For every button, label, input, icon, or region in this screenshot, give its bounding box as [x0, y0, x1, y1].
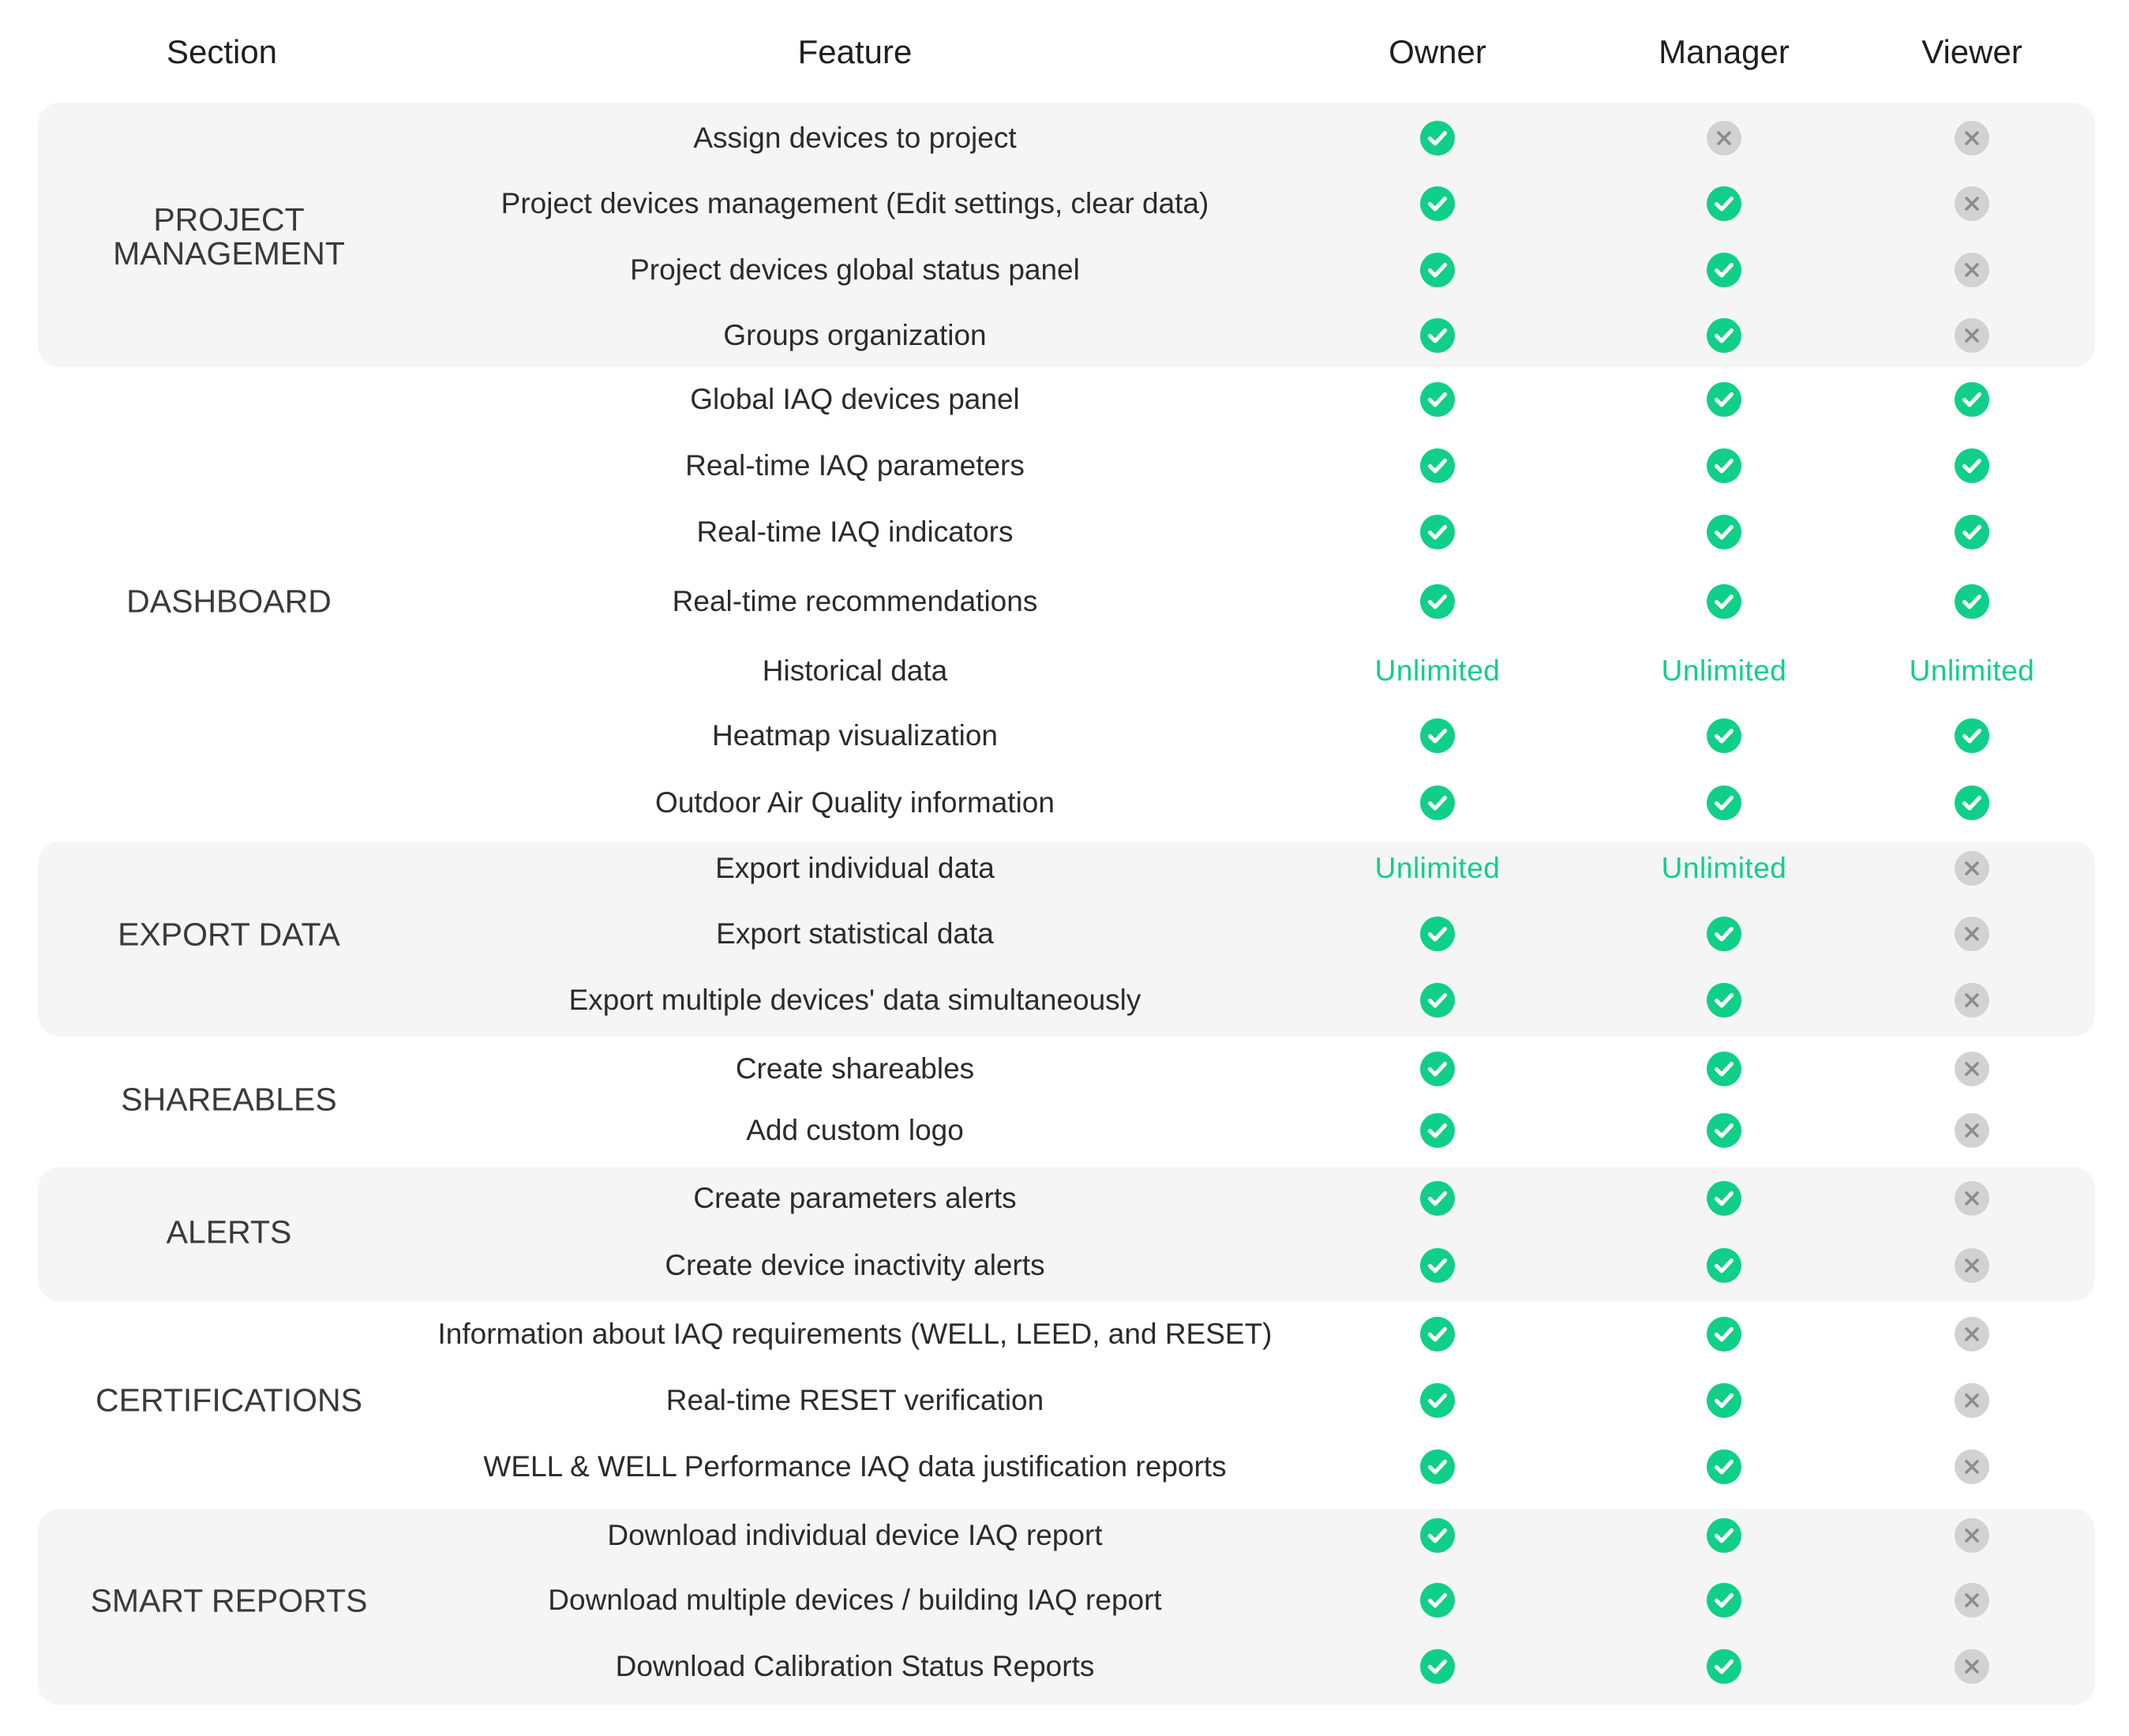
x-circle-icon — [1955, 1449, 1989, 1484]
check-circle-icon — [1707, 917, 1741, 951]
check-circle-icon — [1955, 515, 1989, 549]
unlimited-label: Unlimited — [1374, 852, 1501, 884]
check-circle-icon — [1707, 1052, 1741, 1086]
feature-label: Download individual device IAQ report — [607, 1519, 1103, 1551]
header-viewer: Viewer — [1921, 33, 2022, 70]
check-circle-icon — [1420, 448, 1455, 483]
check-circle-icon — [1707, 382, 1741, 417]
feature-label: Real-time recommendations — [672, 585, 1038, 617]
check-circle-icon — [1707, 584, 1741, 619]
check-circle-icon — [1420, 1649, 1455, 1684]
viewer-permission — [1955, 584, 1989, 619]
check-circle-icon — [1420, 515, 1455, 549]
section-label: SHAREABLES — [121, 1081, 337, 1118]
viewer-permission — [1955, 382, 1989, 417]
manager-permission — [1707, 1317, 1741, 1352]
viewer-permission — [1955, 318, 1989, 353]
manager-permission — [1707, 1113, 1741, 1148]
owner-permission — [1420, 1181, 1455, 1216]
check-circle-icon — [1420, 382, 1455, 417]
viewer-permission — [1955, 253, 1989, 287]
owner-permission-text — [1375, 654, 1501, 688]
x-circle-icon — [1955, 1383, 1989, 1418]
check-circle-icon — [1707, 786, 1741, 820]
check-circle-icon — [1707, 983, 1741, 1018]
manager-permission — [1707, 718, 1741, 753]
viewer-permission — [1955, 1383, 1989, 1418]
viewer-permission — [1955, 851, 1989, 886]
viewer-permission — [1955, 917, 1989, 951]
owner-permission — [1420, 253, 1455, 287]
manager-permission — [1707, 253, 1741, 287]
check-circle-icon — [1420, 1113, 1455, 1148]
manager-permission — [1707, 515, 1741, 549]
viewer-permission — [1955, 515, 1989, 549]
viewer-permission — [1955, 786, 1989, 820]
check-circle-icon — [1420, 786, 1455, 820]
owner-permission — [1420, 1583, 1455, 1618]
feature-label: Outdoor Air Quality information — [655, 786, 1055, 819]
owner-permission — [1420, 1052, 1455, 1086]
feature-label: Historical data — [762, 654, 948, 687]
x-circle-icon — [1955, 186, 1989, 221]
check-circle-icon — [1707, 1248, 1741, 1283]
owner-permission — [1420, 121, 1455, 156]
feature-label: Heatmap visualization — [712, 719, 998, 752]
viewer-permission — [1955, 448, 1989, 483]
owner-permission — [1420, 1113, 1455, 1148]
owner-permission — [1420, 1449, 1455, 1484]
owner-permission — [1420, 1649, 1455, 1684]
feature-label: Real-time RESET verification — [665, 1384, 1044, 1416]
feature-label: Project devices global status panel — [630, 253, 1080, 286]
check-circle-icon — [1420, 121, 1455, 156]
header-feature: Feature — [797, 33, 913, 70]
feature-label: Export multiple devices' data simultaneously — [568, 984, 1141, 1016]
x-circle-icon — [1955, 1052, 1989, 1086]
check-circle-icon — [1420, 718, 1455, 753]
owner-permission — [1420, 786, 1455, 820]
check-circle-icon — [1420, 1181, 1455, 1216]
x-circle-icon — [1955, 1649, 1989, 1684]
owner-permission — [1420, 318, 1455, 353]
manager-permission — [1707, 983, 1741, 1018]
x-circle-icon — [1955, 1113, 1989, 1148]
manager-permission — [1707, 1052, 1741, 1086]
check-circle-icon — [1420, 1317, 1455, 1352]
viewer-permission — [1955, 1649, 1989, 1684]
feature-label: WELL & WELL Performance IAQ data justification reports — [483, 1450, 1227, 1483]
header-manager: Manager — [1659, 33, 1790, 70]
check-circle-icon — [1420, 318, 1455, 353]
owner-permission — [1420, 584, 1455, 619]
feature-label: Download multiple devices / building IAQ report — [548, 1584, 1162, 1616]
manager-permission — [1707, 448, 1741, 483]
owner-permission — [1420, 1248, 1455, 1283]
manager-permission — [1707, 917, 1741, 951]
viewer-permission — [1955, 1181, 1989, 1216]
check-circle-icon — [1420, 1449, 1455, 1484]
x-circle-icon — [1955, 253, 1989, 287]
owner-permission — [1420, 983, 1455, 1018]
manager-permission — [1707, 121, 1741, 156]
check-circle-icon — [1707, 1518, 1741, 1553]
feature-label: Project devices management (Edit settings, clear data) — [500, 187, 1209, 219]
manager-permission — [1707, 1449, 1741, 1484]
check-circle-icon — [1420, 1518, 1455, 1553]
check-circle-icon — [1955, 584, 1989, 619]
feature-label: Create parameters alerts — [693, 1182, 1017, 1214]
owner-permission — [1420, 382, 1455, 417]
x-circle-icon — [1955, 1248, 1989, 1283]
feature-label: Export statistical data — [716, 917, 994, 950]
check-circle-icon — [1707, 318, 1741, 353]
viewer-permission — [1955, 1113, 1989, 1148]
manager-permission — [1707, 786, 1741, 820]
header-section: Section — [166, 33, 278, 70]
check-circle-icon — [1420, 186, 1455, 221]
feature-label: Add custom logo — [746, 1114, 964, 1146]
check-circle-icon — [1707, 1113, 1741, 1148]
feature-label: Assign devices to project — [693, 122, 1017, 154]
check-circle-icon — [1707, 1649, 1741, 1684]
check-circle-icon — [1420, 1383, 1455, 1418]
check-circle-icon — [1707, 1383, 1741, 1418]
section-label: SMART REPORTS — [90, 1582, 368, 1619]
viewer-permission — [1955, 1052, 1989, 1086]
check-circle-icon — [1955, 718, 1989, 753]
check-circle-icon — [1707, 186, 1741, 221]
section-label: CERTIFICATIONS — [96, 1382, 362, 1419]
feature-label: Export individual data — [715, 852, 995, 884]
manager-permission — [1707, 318, 1741, 353]
viewer-permission — [1955, 1449, 1989, 1484]
section-label: DASHBOARD — [126, 583, 332, 619]
x-circle-icon — [1955, 917, 1989, 951]
check-circle-icon — [1420, 917, 1455, 951]
manager-permission — [1707, 1583, 1741, 1618]
check-circle-icon — [1420, 1583, 1455, 1618]
manager-permission — [1707, 1248, 1741, 1283]
unlimited-label: Unlimited — [1374, 654, 1501, 687]
viewer-permission — [1955, 1518, 1989, 1553]
check-circle-icon — [1707, 1583, 1741, 1618]
feature-label: Create shareables — [735, 1052, 975, 1085]
check-circle-icon — [1707, 718, 1741, 753]
unlimited-label: Unlimited — [1661, 654, 1787, 687]
check-circle-icon — [1707, 1181, 1741, 1216]
owner-permission-text — [1375, 852, 1501, 885]
manager-permission — [1707, 1649, 1741, 1684]
viewer-permission — [1955, 121, 1989, 156]
check-circle-icon — [1420, 584, 1455, 619]
manager-permission-text — [1662, 654, 1787, 688]
viewer-permission-text — [1910, 654, 2035, 688]
section-label: EXPORT DATA — [118, 916, 340, 952]
feature-label: Download Calibration Status Reports — [615, 1650, 1095, 1682]
owner-permission — [1420, 448, 1455, 483]
x-circle-icon — [1955, 121, 1989, 156]
check-circle-icon — [1420, 1052, 1455, 1086]
check-circle-icon — [1420, 1248, 1455, 1283]
feature-label: Information about IAQ requirements (WELL, LEED, and RESET) — [437, 1318, 1273, 1350]
manager-permission-text — [1662, 852, 1787, 885]
check-circle-icon — [1707, 1449, 1741, 1484]
check-circle-icon — [1420, 983, 1455, 1018]
feature-label: Groups organization — [723, 319, 987, 351]
owner-permission — [1420, 718, 1455, 753]
check-circle-icon — [1955, 382, 1989, 417]
x-circle-icon — [1707, 121, 1741, 156]
check-circle-icon — [1955, 786, 1989, 820]
feature-label: Real-time IAQ indicators — [696, 516, 1014, 548]
check-circle-icon — [1707, 515, 1741, 549]
owner-permission — [1420, 1317, 1455, 1352]
check-circle-icon — [1955, 448, 1989, 483]
x-circle-icon — [1955, 1518, 1989, 1553]
manager-permission — [1707, 584, 1741, 619]
manager-permission — [1707, 1383, 1741, 1418]
section-label: PROJECT MANAGEMENT — [113, 201, 345, 272]
check-circle-icon — [1707, 253, 1741, 287]
feature-label: Create device inactivity alerts — [665, 1249, 1045, 1281]
unlimited-label: Unlimited — [1661, 852, 1787, 884]
owner-permission — [1420, 1383, 1455, 1418]
owner-permission — [1420, 1518, 1455, 1553]
viewer-permission — [1955, 1248, 1989, 1283]
manager-permission — [1707, 382, 1741, 417]
x-circle-icon — [1955, 851, 1989, 886]
viewer-permission — [1955, 186, 1989, 221]
x-circle-icon — [1955, 983, 1989, 1018]
manager-permission — [1707, 1181, 1741, 1216]
x-circle-icon — [1955, 1317, 1989, 1352]
owner-permission — [1420, 186, 1455, 221]
viewer-permission — [1955, 1583, 1989, 1618]
x-circle-icon — [1955, 1583, 1989, 1618]
feature-label: Global IAQ devices panel — [690, 383, 1020, 415]
check-circle-icon — [1420, 253, 1455, 287]
viewer-permission — [1955, 1317, 1989, 1352]
owner-permission — [1420, 917, 1455, 951]
x-circle-icon — [1955, 1181, 1989, 1216]
unlimited-label: Unlimited — [1909, 654, 2035, 687]
viewer-permission — [1955, 718, 1989, 753]
section-label: ALERTS — [166, 1213, 292, 1250]
feature-label: Real-time IAQ parameters — [685, 449, 1025, 482]
x-circle-icon — [1955, 318, 1989, 353]
manager-permission — [1707, 1518, 1741, 1553]
manager-permission — [1707, 186, 1741, 221]
owner-permission — [1420, 515, 1455, 549]
viewer-permission — [1955, 983, 1989, 1018]
check-circle-icon — [1707, 1317, 1741, 1352]
header-owner: Owner — [1389, 33, 1486, 70]
check-circle-icon — [1707, 448, 1741, 483]
